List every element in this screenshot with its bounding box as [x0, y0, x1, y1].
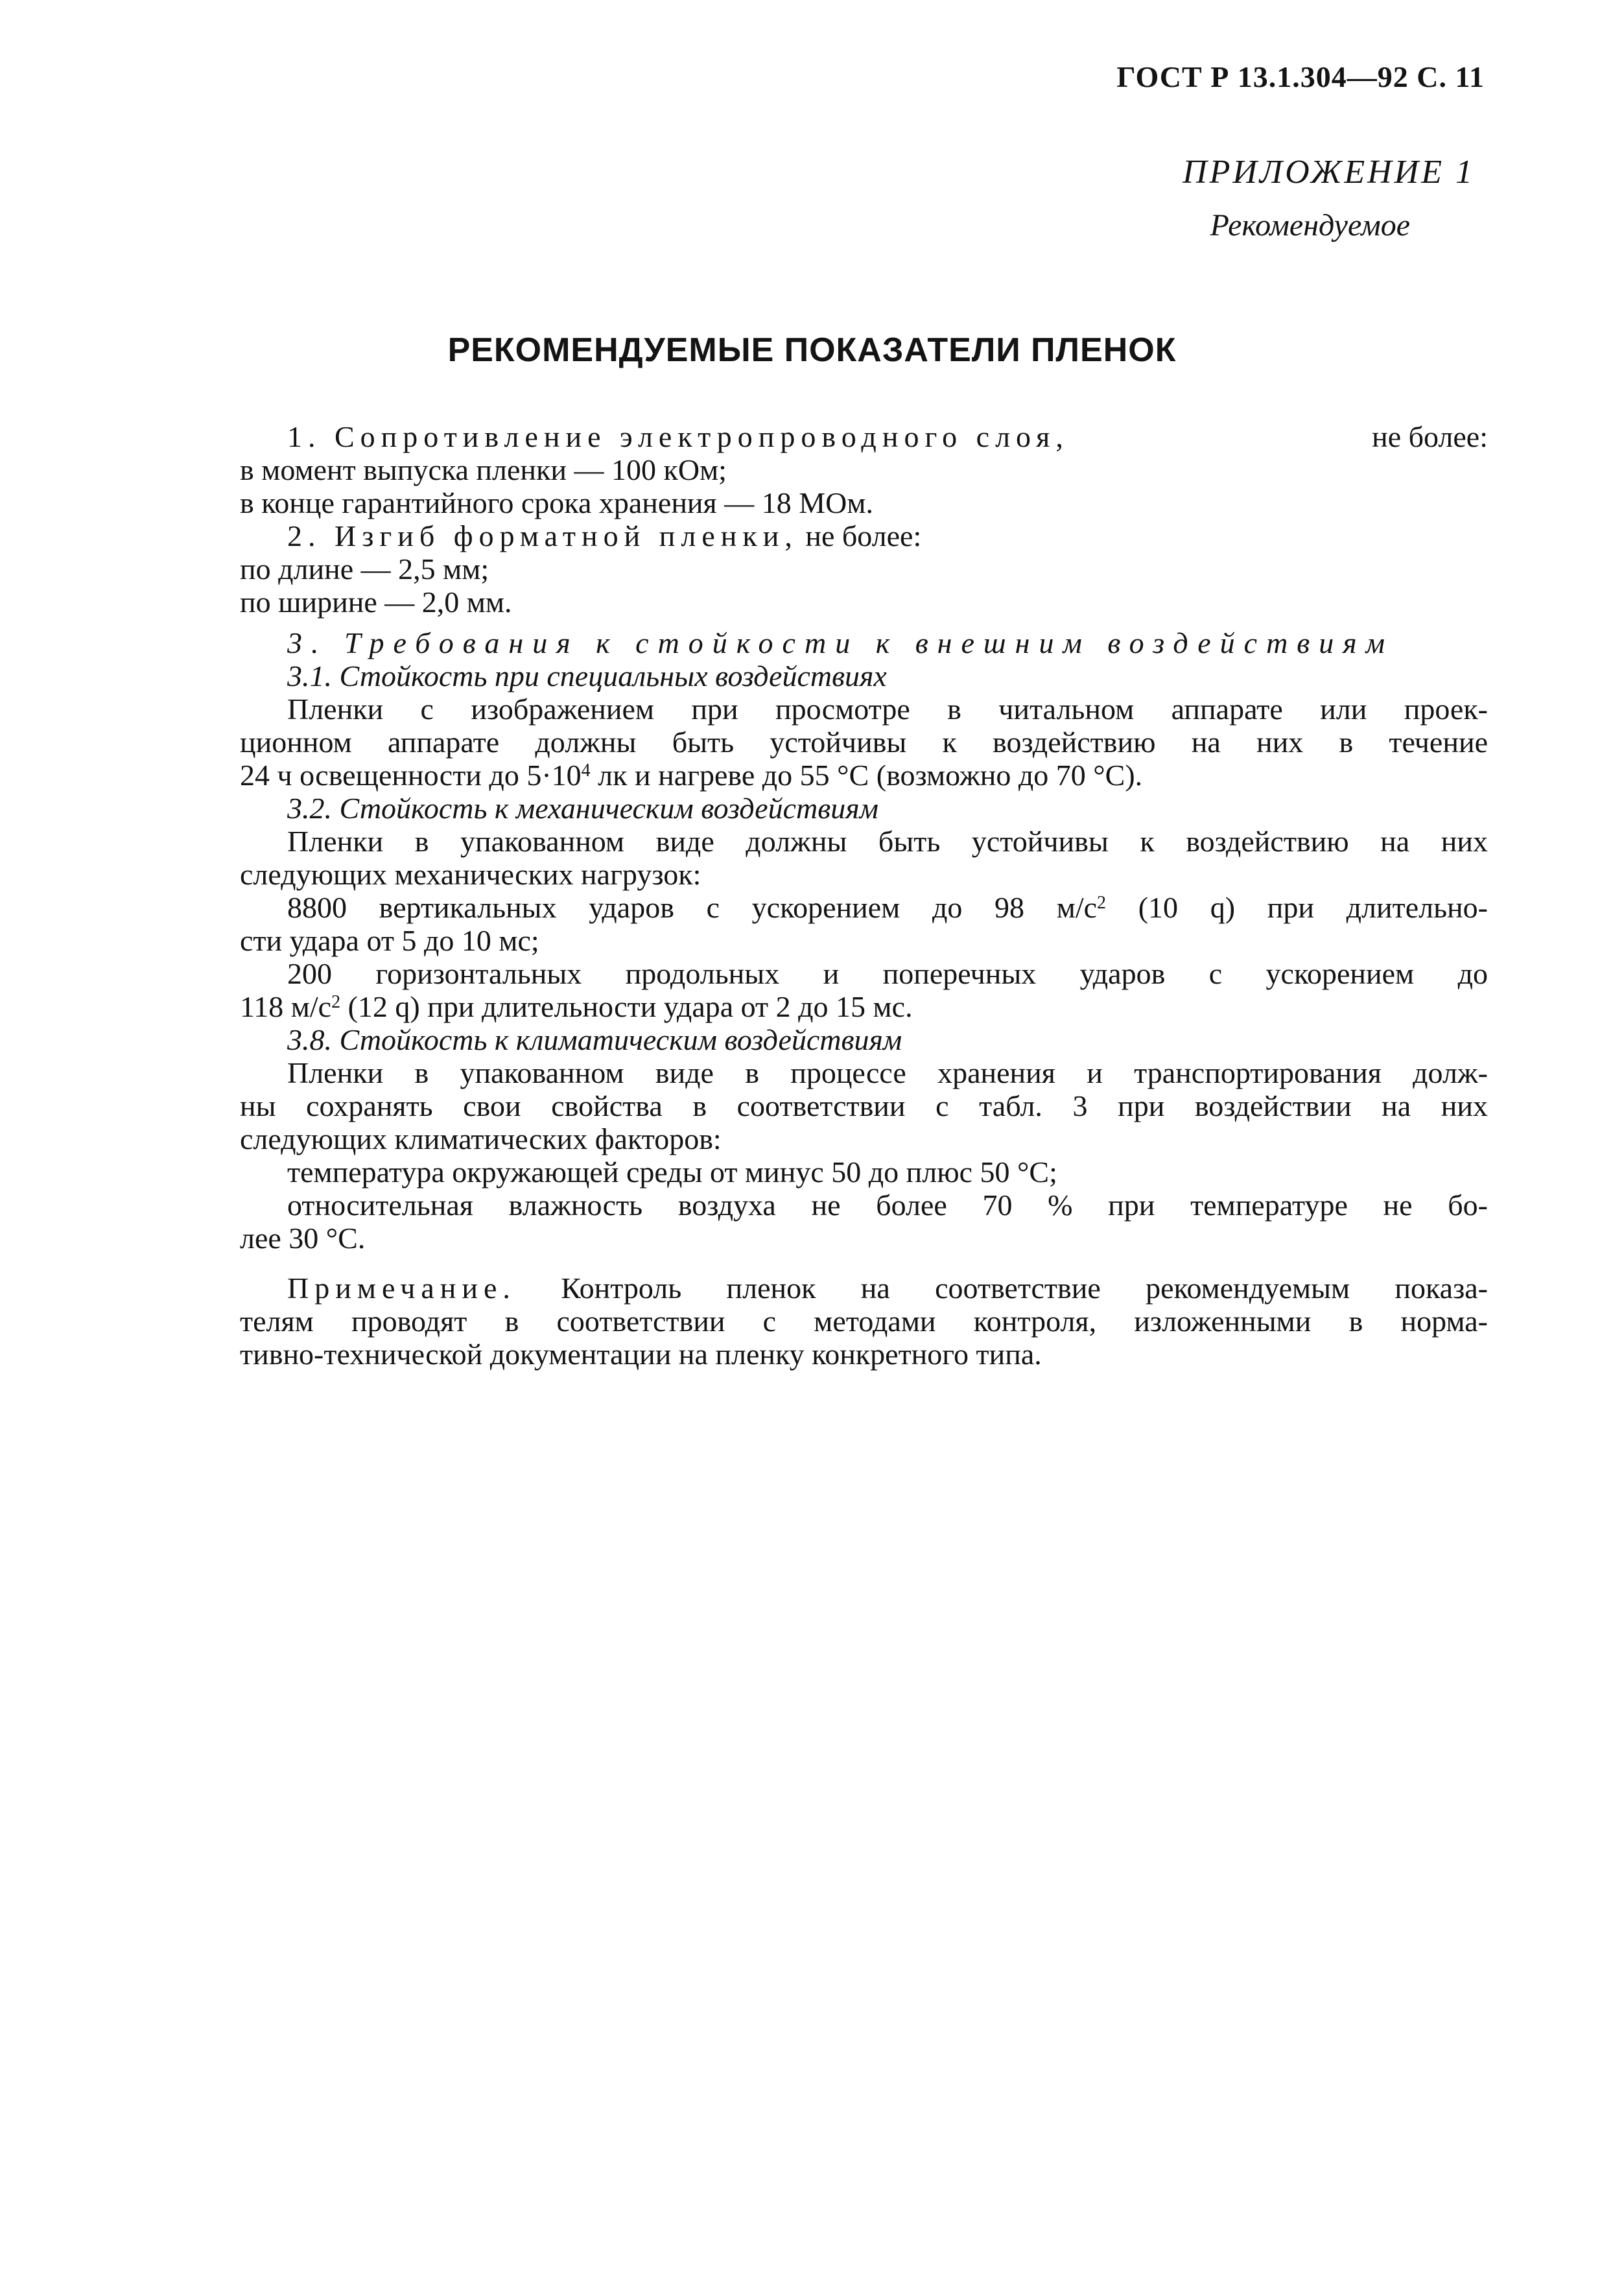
paragraph-line: 118 $м/с^2$ (12 q) при длительности удара от 2 до 15 мс. — [240, 990, 913, 1023]
paragraph-line: относительная влажность воздуха не более 70 % при температуре не бо- — [287, 1189, 1488, 1222]
section-2-line: по длине — 2,5 мм; — [240, 552, 489, 586]
paragraph-line: 24 ч освещенности до $5\cdot 10^4$ лк и нагреве до 55 °С (возможно до 70 °С). — [240, 759, 1143, 792]
section-2-heading: 2. Изгиб форматной пленки, не более: — [287, 519, 922, 552]
section-3-2-heading: 3.2. Стойкость к механическим воздействиям — [287, 792, 878, 825]
note-line: тивно-технической документации на пленку конкретного типа. — [240, 1338, 1042, 1371]
page-header: ГОСТ Р 13.1.304—92 С. 11 — [1116, 60, 1485, 93]
appendix-label: ПРИЛОЖЕНИЕ 1 — [1183, 154, 1475, 191]
paragraph-line: следующих климатических факторов: — [240, 1122, 722, 1155]
section-1-heading: 1. Сопротивление электропроводного слоя, не более: — [287, 420, 1488, 453]
section-3-heading: 3. Требования к стойкости к внешним воздействиям — [287, 626, 1394, 659]
note-line: Примечание. Контроль пленок на соответствие рекомендуемым показа- — [287, 1272, 1488, 1305]
section-3-3-heading: 3.8. Стойкость к климатическим воздействиям — [287, 1023, 902, 1056]
paragraph-line: следующих механических нагрузок: — [240, 858, 701, 891]
section-3-1-heading: 3.1. Стойкость при специальных воздействиях — [287, 659, 887, 692]
paragraph-line: лее 30 °С. — [240, 1222, 366, 1255]
paragraph-line: ционном аппарате должны быть устойчивы к воздействию на них в течение — [240, 726, 1488, 759]
section-2-line: по ширине — 2,0 мм. — [240, 586, 512, 619]
paragraph-line: Пленки в упакованном виде должны быть устойчивы к воздействию на них — [287, 825, 1488, 858]
paragraph-line: сти удара от 5 до 10 мс; — [240, 924, 539, 957]
document-title: РЕКОМЕНДУЕМЫЕ ПОКАЗАТЕЛИ ПЛЕНОК — [447, 331, 1177, 369]
paragraph-line: 200 горизонтальных продольных и поперечных ударов с ускорением до — [287, 957, 1488, 990]
paragraph-line: ны сохранять свои свойства в соответствии с табл. 3 при воздействии на них — [240, 1089, 1488, 1122]
note-label: Примечание. — [287, 1272, 516, 1305]
note-line: телям проводят в соответствии с методами контроля, изложенными в норма- — [240, 1305, 1488, 1338]
section-1-line: в момент выпуска пленки — 100 кОм; — [240, 453, 727, 486]
paragraph-line: Пленки с изображением при просмотре в читальном аппарате или проек- — [287, 692, 1488, 726]
appendix-status: Рекомендуемое — [1210, 208, 1410, 242]
paragraph-line: 8800 вертикальных ударов с ускорением до 98 $м/с^2$ (10 q) при длительно- — [287, 891, 1488, 924]
document-body — [240, 420, 1488, 1371]
paragraph-line: Пленки в упакованном виде в процессе хранения и транспортирования долж- — [287, 1056, 1488, 1089]
paragraph-line: температура окружающей среды от минус 50 до плюс 50 °С; — [287, 1155, 1057, 1189]
section-1-line: в конце гарантийного срока хранения — 18 МОм. — [240, 486, 873, 519]
